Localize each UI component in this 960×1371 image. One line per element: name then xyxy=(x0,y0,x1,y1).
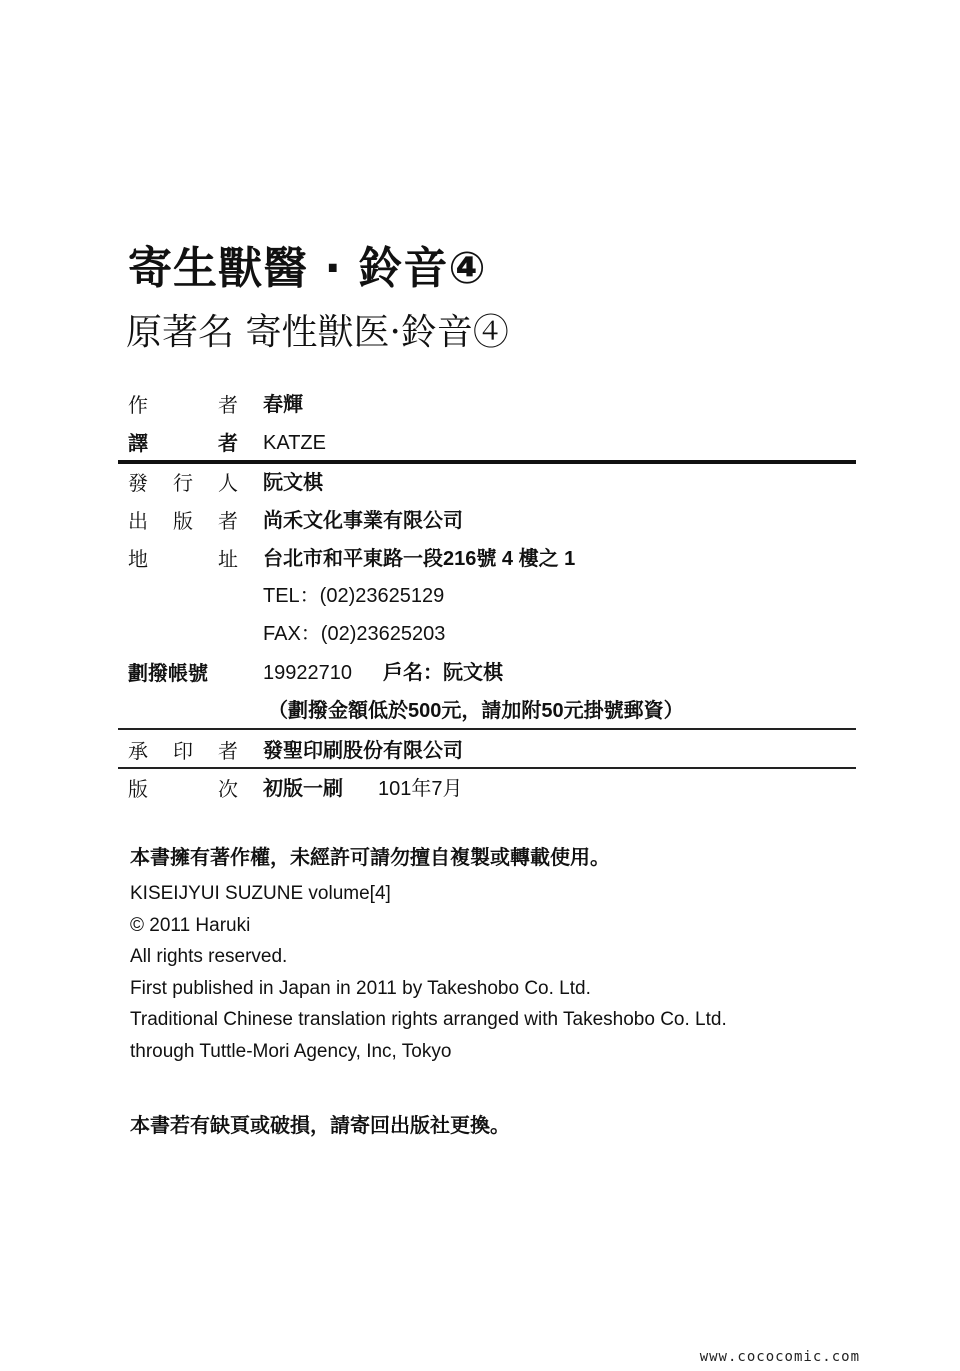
publisher-name: 尚禾文化事業有限公司 xyxy=(263,510,463,532)
credit-label-publisher-person: 發 行 人 xyxy=(128,471,238,495)
credit-label-address: 地 址 xyxy=(128,547,238,571)
defect-notice: 本書若有缺頁或破損，請寄回出版社更換。 xyxy=(130,1113,510,1137)
english-line: All rights reserved. xyxy=(130,946,288,967)
tel-value: TEL：(02)23625129 xyxy=(263,585,445,607)
address-value: 台北市和平東路一段216號 4 樓之 1 xyxy=(263,548,576,570)
credit-label-publisher: 出 版 者 xyxy=(128,509,238,533)
divider-thin-1 xyxy=(118,728,856,730)
english-line: © 2011 Haruki xyxy=(130,914,251,936)
credit-label-author: 作 者 xyxy=(128,393,238,417)
copyright-notice: 本書擁有著作權，未經許可請勿擅自複製或轉載使用。 xyxy=(130,845,610,869)
publisher-person-name: 阮文棋 xyxy=(263,472,323,494)
printer-name: 發聖印刷股份有限公司 xyxy=(263,740,463,762)
book-title: 寄生獸醫 · 鈴音④ xyxy=(128,243,487,294)
english-line: Traditional Chinese translation rights arranged with Takeshobo Co. Ltd. xyxy=(130,1009,727,1030)
credit-label-edition: 版 次 xyxy=(128,777,238,801)
english-line: KISEIJYUI SUZUNE volume[4] xyxy=(130,883,391,904)
english-copyright-block xyxy=(130,878,727,1067)
account-note: （劃撥金額低於500元，請加附50元掛號郵資） xyxy=(268,700,684,722)
edition-date: 101年7月 xyxy=(378,778,463,800)
fax-value: FAX：(02)23625203 xyxy=(263,623,446,645)
translator-name: KATZE xyxy=(263,432,326,454)
english-line: through Tuttle-Mori Agency, Inc, Tokyo xyxy=(130,1040,452,1062)
english-line: First published in Japan in 2011 by Takeshobo Co. Ltd. xyxy=(130,977,591,999)
credit-label-printer: 承 印 者 xyxy=(128,739,238,763)
account-number: 19922710 xyxy=(263,662,352,684)
account-holder: 戶名：阮文棋 xyxy=(383,662,503,684)
watermark-url: www.cococomic.com xyxy=(699,1349,860,1365)
divider-thick xyxy=(118,460,856,464)
credit-label-account: 劃撥帳號 xyxy=(128,661,208,685)
divider-thin-2 xyxy=(118,767,856,769)
author-name: 春輝 xyxy=(263,394,303,416)
original-title: 原著名 寄性獣医·鈴音④ xyxy=(126,312,509,353)
credit-label-translator: 譯 者 xyxy=(128,431,238,455)
edition-value: 初版一刷 xyxy=(263,778,343,800)
